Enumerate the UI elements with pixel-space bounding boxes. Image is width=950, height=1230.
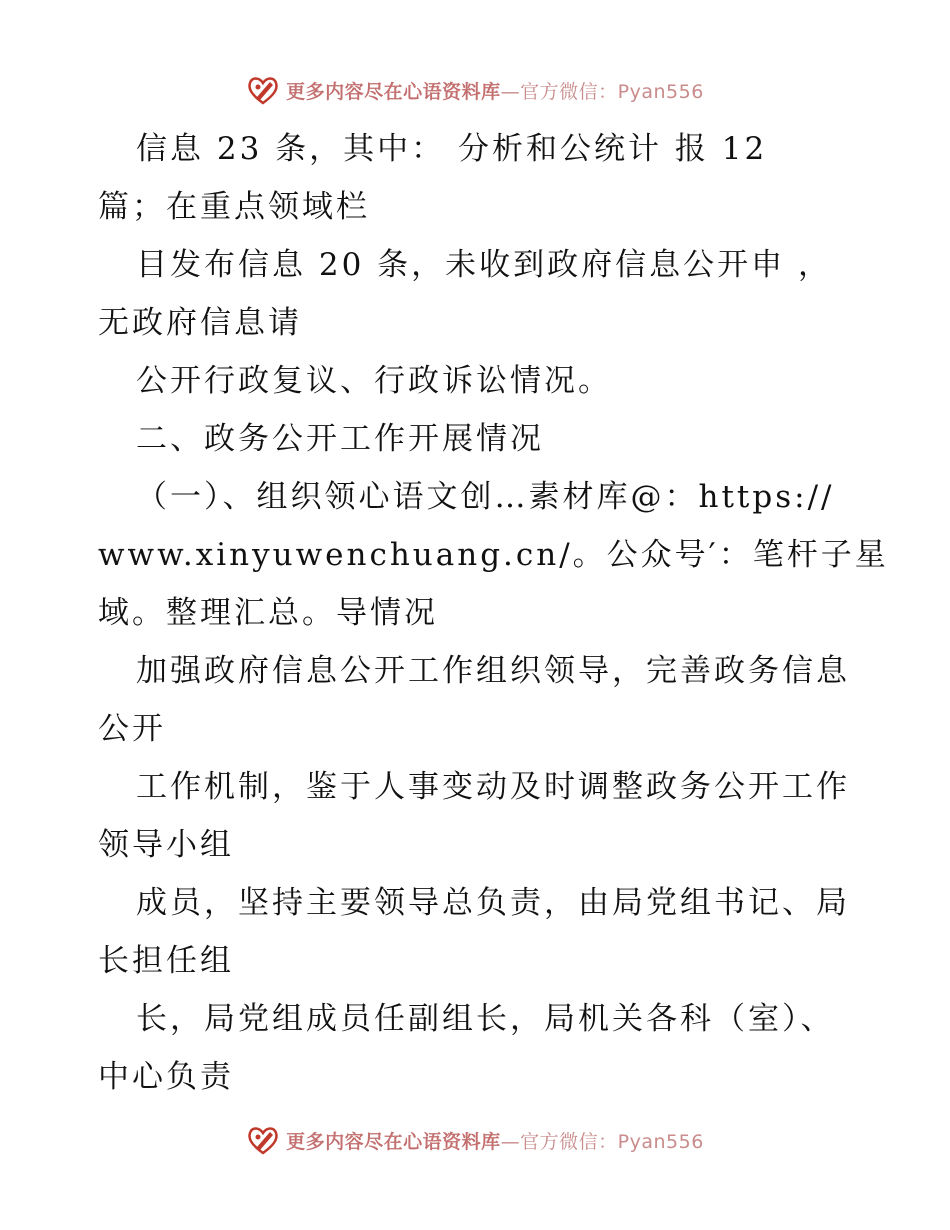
body-line-13: 领导小组 [98,827,234,863]
banner-brand: 更多内容尽在心语资料库 [286,1130,501,1153]
body-line-17: 中心负责 [98,1059,234,1095]
heart-pen-logo-icon [246,73,280,107]
banner-text [286,77,704,104]
body-line-11: 公开 [98,711,166,747]
banner-wechat: —官方微信：Pyan556 [500,80,704,103]
subsection-heading: （一）、组织领心语文创…素材库@：https:// [136,479,835,515]
banner-text [286,1127,704,1154]
body-line-8: www.xinyuwenchuang.cn/。公众号′：笔杆子星 [98,537,889,573]
body-line-4: 无政府信息请 [98,305,302,341]
footer-banner [0,1120,950,1160]
banner-wechat: —官方微信：Pyan556 [500,1130,704,1153]
document-body [98,120,889,1106]
heart-pen-logo-icon [246,1123,280,1157]
body-line-1: 信息 23 条，其中： 分析和公统计 报 12 [136,131,768,167]
banner-brand: 更多内容尽在心语资料库 [286,80,501,103]
body-line-14: 成员，坚持主要领导总负责，由局党组书记、局 [136,885,850,921]
body-line-3: 目发布信息 20 条，未收到政府信息公开申 ， [136,247,833,283]
body-line-9: 域。整理汇总。导情况 [98,595,438,631]
body-line-5: 公开行政复议、行政诉讼情况。 [136,363,612,399]
body-line-16: 长，局党组成员任副组长，局机关各科（室）、 [136,1001,835,1037]
section-heading: 二、政务公开工作开展情况 [136,421,544,457]
header-banner [0,70,950,110]
body-line-12: 工作机制，鉴于人事变动及时调整政务公开工作 [136,769,850,805]
body-line-10: 加强政府信息公开工作组织领导，完善政务信息 [136,653,850,689]
body-line-2: 篇；在重点领域栏 [98,189,370,225]
body-line-15: 长担任组 [98,943,234,979]
